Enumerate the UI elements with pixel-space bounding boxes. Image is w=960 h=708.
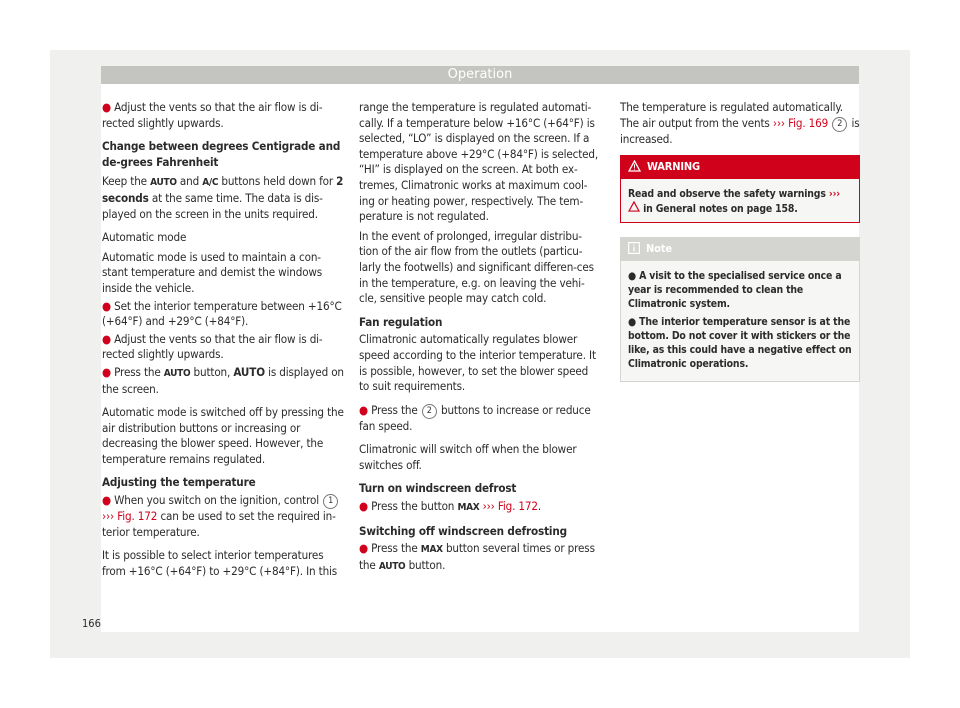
auto-button-icon: AUTO xyxy=(150,177,177,189)
paragraph: The temperature is regulated automatically. The air output from the vents ››› Fig. 169 2 is increased. xyxy=(620,100,860,146)
ac-button-icon: A/C xyxy=(202,177,219,189)
paragraph: ● Adjust the vents so that the air flow is di-rected slightly upwards. xyxy=(102,100,323,130)
callout-number: 1 xyxy=(323,494,338,509)
subheading: Turn on windscreen defrost xyxy=(359,481,517,496)
bullet-icon: ● xyxy=(102,493,111,508)
max-defrost-icon: MAX xyxy=(420,544,443,556)
subheading: Adjusting the temperature xyxy=(102,475,256,490)
list-item: ● The interior temperature sensor is at the bottom. Do not cover it with stickers or the like, as this could have a negative effect on Climatronic operations. xyxy=(628,316,852,371)
list-item: ● Set the interior temperature between +16°C (+64°F) and +29°C (+84°F). xyxy=(102,298,342,329)
paragraph: In the event of prolonged, irregular distribu-tion of the air flow from the outlets (particu-larly the footwells) and significant differen-ces in the temperature, e.g. on leaving the vehi-cle, sensitive people may catch cold. xyxy=(359,228,594,306)
warning-triangle-icon xyxy=(628,203,640,215)
list-item: ● Press the 2 buttons to increase or reduce fan speed. xyxy=(359,402,591,433)
note-body xyxy=(620,261,860,382)
list-item: ● Press the button MAX ››› Fig. 172. xyxy=(359,499,542,514)
warning-body: Read and observe the safety warnings ››› in General notes on page 158. xyxy=(620,179,860,223)
paragraph: Automatic mode is switched off by pressing the air distribution buttons or increasing or decreasing the blower speed. However, the temperature remains regulated. xyxy=(102,405,344,466)
bullet-icon: ● xyxy=(102,298,111,313)
subheading: Switching off windscreen defrosting xyxy=(359,523,567,538)
list-item: ● When you switch on the ignition, control 1 ››› Fig. 172 can be used to set the required in-terior temperature. xyxy=(102,493,344,540)
column-2 xyxy=(359,100,601,582)
max-defrost-icon: MAX xyxy=(457,502,480,514)
auto-button-icon: AUTO xyxy=(163,367,191,379)
paragraph: Keep the AUTO and A/C buttons held down for 2 seconds at the same time. The data is dis-played on the screen in the units required. xyxy=(102,174,344,221)
info-icon xyxy=(628,239,640,263)
subheading: Automatic mode xyxy=(102,230,187,245)
subheading: Fan regulation xyxy=(359,314,443,329)
warning-triangle-icon xyxy=(628,157,641,181)
auto-button-icon: AUTO xyxy=(378,560,406,572)
section-header: Operation xyxy=(101,66,859,84)
figure-link[interactable]: ››› Fig. 172 xyxy=(482,499,538,514)
warning-header: WARNING xyxy=(620,155,860,179)
paragraph: range the temperature is regulated automati-cally. If a temperature below +16°C (+64°F) is selected, “LO” is displayed on the screen. If a temperature above +29°C (+84°F) is selected, “HI” is displayed on the screen. At both ex-tremes, Climatronic works at maximum cool-ing or heating power, respectively. The tem-perature is not regulated. xyxy=(359,100,599,224)
list-item: ● Press the MAX button several times or press the AUTO button. xyxy=(359,541,595,572)
column-3 xyxy=(620,100,860,382)
note-header: Note xyxy=(620,237,860,261)
bullet-icon: ● xyxy=(359,541,368,556)
paragraph: It is possible to select interior temperatures from +16°C (+64°F) to +29°C (+84°F). In this xyxy=(102,548,338,578)
bullet-icon: ● xyxy=(102,331,111,346)
list-item: ● Press the AUTO button, AUTO is displayed on the screen. xyxy=(102,364,344,396)
note-box xyxy=(620,237,860,382)
bullet-icon: ● xyxy=(102,364,111,379)
figure-link[interactable]: ››› Fig. 169 xyxy=(772,115,829,130)
subheading: Change between degrees Centigrade and de-grees Fahrenheit xyxy=(102,139,341,169)
warning-box xyxy=(620,155,860,223)
bullet-icon: ● xyxy=(359,402,368,417)
bullet-icon: ● xyxy=(359,499,368,514)
callout-number: 2 xyxy=(832,117,847,132)
figure-link[interactable]: ››› Fig. 172 xyxy=(102,509,158,524)
callout-number: 2 xyxy=(422,404,437,419)
list-item: ● Adjust the vents so that the air flow is di-rected slightly upwards. xyxy=(102,331,323,362)
bullet-icon: ● xyxy=(102,100,111,114)
paragraph: Automatic mode is used to maintain a con-stant temperature and demist the windows inside the vehicle. xyxy=(102,249,323,295)
paragraph: Climatronic will switch off when the blower switches off. xyxy=(359,442,577,472)
paragraph: Climatronic automatically regulates blower speed according to the interior temperature. It is possible, however, to set the blower speed to suit requirements. xyxy=(359,332,596,394)
page-number: 166 xyxy=(82,617,101,630)
column-1 xyxy=(102,100,344,587)
list-item: ● A visit to the specialised service once a year is recommended to clean the Climatronic system. xyxy=(628,270,842,311)
